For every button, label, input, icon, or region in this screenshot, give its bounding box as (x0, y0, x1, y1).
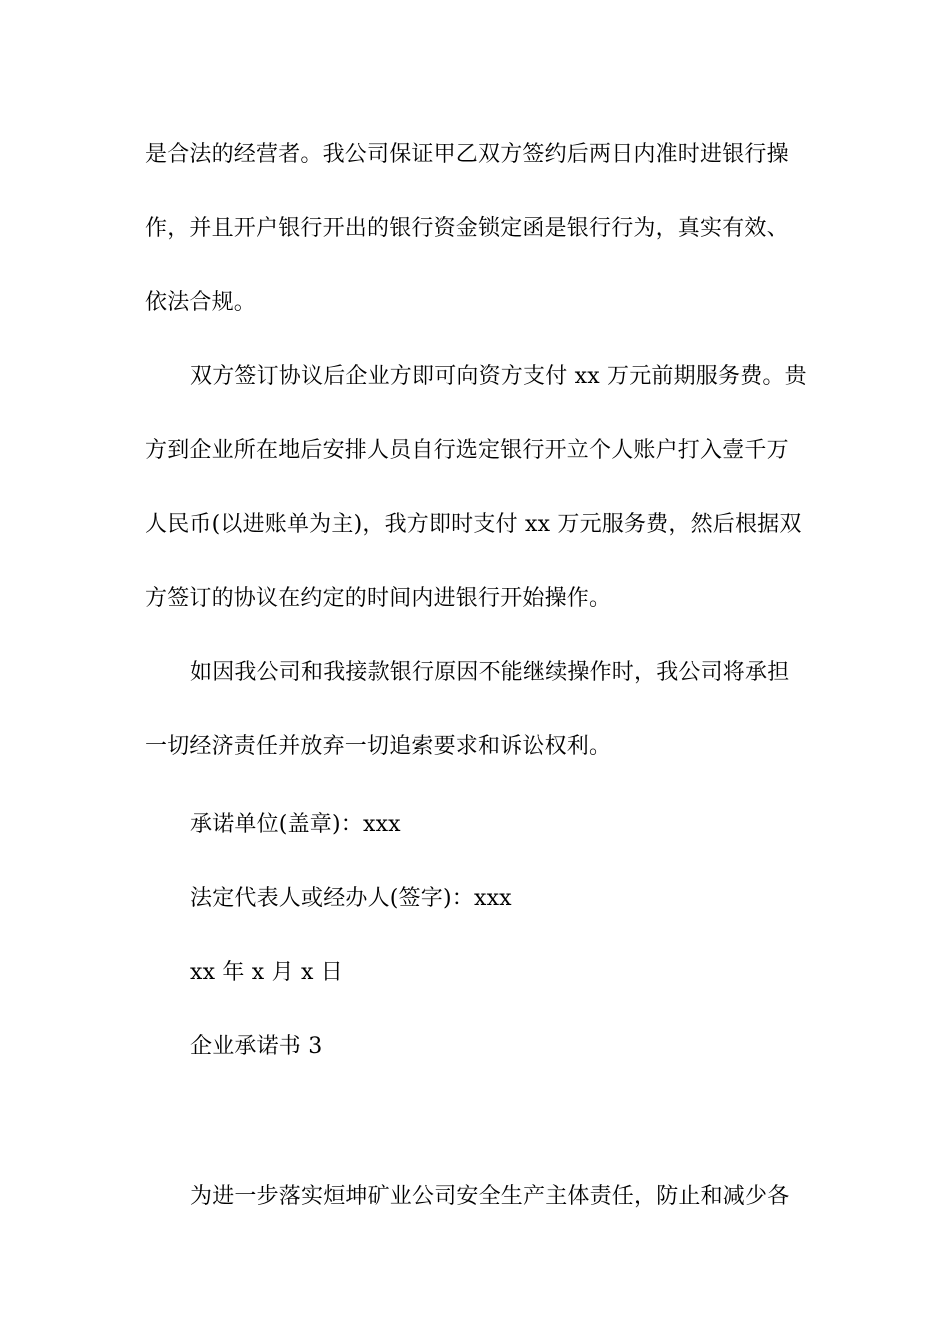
text-line-6: 人民币(以进账单为主)，我方即时支付 xx 万元服务费，然后根据双 (145, 512, 802, 537)
text-line-4: 双方签订协议后企业方即可向资方支付 xx 万元前期服务费。贵 (190, 364, 807, 389)
signatory-unit: 承诺单位(盖章)：xxx (190, 812, 401, 837)
date-line: xx 年 x 月 x 日 (190, 960, 343, 985)
text-line-8: 如因我公司和我接款银行原因不能继续操作时，我公司将承担 (190, 660, 790, 685)
text-line-3: 依法合规。 (145, 290, 257, 315)
text-line-14: 为进一步落实烜坤矿业公司安全生产主体责任，防止和减少各 (190, 1184, 790, 1209)
text-line-1: 是合法的经营者。我公司保证甲乙双方签约后两日内准时进银行操 (145, 142, 789, 167)
text-line-9: 一切经济责任并放弃一切追索要求和诉讼权利。 (145, 734, 612, 759)
text-line-2: 作，并且开户银行开出的银行资金锁定函是银行行为，真实有效、 (145, 216, 789, 241)
legal-representative: 法定代表人或经办人(签字)：xxx (190, 886, 512, 911)
section-heading: 企业承诺书 3 (190, 1034, 323, 1059)
text-line-7: 方签订的协议在约定的时间内进银行开始操作。 (145, 586, 612, 611)
text-line-5: 方到企业所在地后安排人员自行选定银行开立个人账户打入壹千万 (145, 438, 789, 463)
